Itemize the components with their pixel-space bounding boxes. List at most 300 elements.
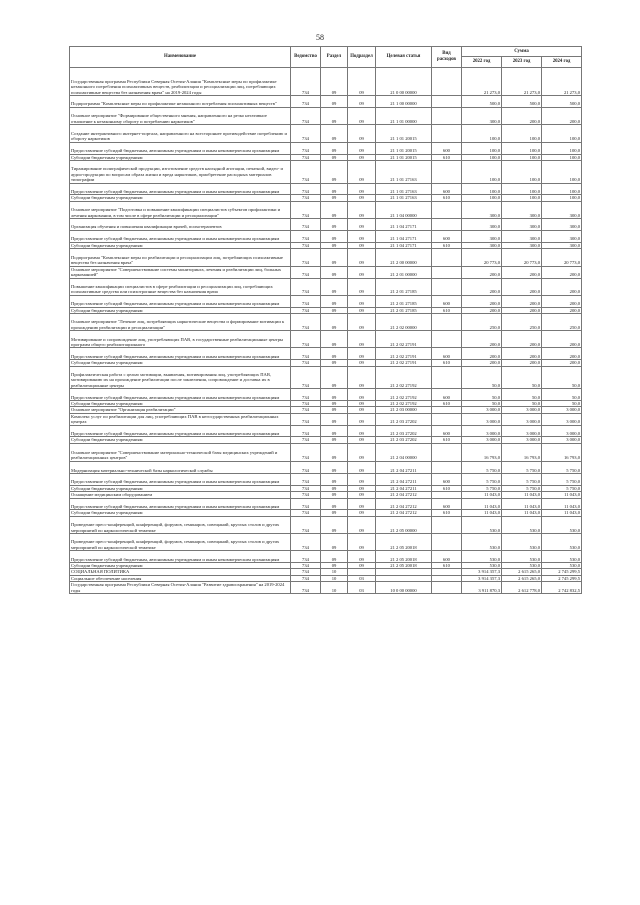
cell-y24: 530,0 — [542, 534, 582, 551]
cell-sec: 09 — [321, 498, 348, 510]
cell-kind: 600 — [432, 183, 462, 195]
cell-sec: 09 — [321, 161, 348, 184]
cell-sec: 09 — [321, 534, 348, 551]
cell-sec: 09 — [321, 360, 348, 366]
cell-y22: 21 273,0 — [462, 68, 502, 96]
cell-sub: 09 — [348, 413, 376, 425]
cell-y23: 200,0 — [502, 307, 542, 313]
cell-y24: 300,0 — [542, 242, 582, 248]
cell-y22: 20 773,0 — [462, 248, 502, 266]
table-row — [70, 266, 582, 278]
cell-target: 21 2 00 00000 — [376, 248, 432, 266]
cell-name: Предоставление субсидий бюджетным, автономным учреждениям и иным некоммерческим организациям — [70, 389, 291, 401]
table-row — [70, 124, 582, 142]
cell-target: 21 2 04 27211 — [376, 461, 432, 473]
cell-kind: 610 — [432, 195, 462, 201]
cell-name: Мотивирование и сопровождение лиц, употребляющих ПАВ, в государственные реабилитационные центры программ общего реабилитационного — [70, 331, 291, 348]
cell-name: Субсидии бюджетным учреждениям — [70, 400, 291, 406]
cell-y24: 530,0 — [542, 551, 582, 563]
cell-name: Подпрограмма "Комплексные меры по профилактике незаконного потребления психоактивных веществ" — [70, 96, 291, 108]
cell-kind: 600 — [432, 295, 462, 307]
cell-target: 21 2 02 27191 — [376, 360, 432, 366]
cell-y22: 100,0 — [462, 195, 502, 201]
cell-dept: 734 — [291, 485, 321, 491]
cell-dept: 734 — [291, 474, 321, 486]
cell-sec: 09 — [321, 425, 348, 437]
cell-y23: 100,0 — [502, 154, 542, 160]
cell-y22: 500,0 — [462, 96, 502, 108]
cell-dept: 734 — [291, 107, 321, 124]
cell-dept: 734 — [291, 413, 321, 425]
cell-sub: 09 — [348, 534, 376, 551]
cell-y23: 300,0 — [502, 218, 542, 230]
cell-target: 21 1 01 20015 — [376, 154, 432, 160]
cell-y22: 11 043,0 — [462, 510, 502, 516]
cell-kind: 600 — [432, 425, 462, 437]
cell-dept: 734 — [291, 242, 321, 248]
table-row — [70, 389, 582, 401]
cell-name: Субсидии бюджетным учреждениям — [70, 563, 291, 569]
cell-sec: 09 — [321, 348, 348, 360]
cell-dept: 734 — [291, 407, 321, 413]
cell-y22: 530,0 — [462, 563, 502, 569]
cell-sec: 09 — [321, 266, 348, 278]
table-row — [70, 183, 582, 195]
cell-sec: 09 — [321, 461, 348, 473]
cell-y23: 16 793,0 — [502, 443, 542, 461]
table-row — [70, 314, 582, 331]
cell-name: Предоставление субсидий бюджетным, автономным учреждениям и иным некоммерческим организациям — [70, 348, 291, 360]
table-row — [70, 474, 582, 486]
cell-y24: 200,0 — [542, 348, 582, 360]
cell-sub: 09 — [348, 248, 376, 266]
table-row — [70, 230, 582, 242]
cell-sec: 09 — [321, 331, 348, 348]
cell-name: Комплекс услуг по реабилитации для лиц, употребляющих ПАВ в негосударственных реабилитационных центрах — [70, 413, 291, 425]
cell-sub: 09 — [348, 492, 376, 498]
cell-target: 21 2 05 20018 — [376, 563, 432, 569]
cell-sub: 09 — [348, 474, 376, 486]
cell-y22: 200,0 — [462, 295, 502, 307]
cell-y22: 11 043,0 — [462, 498, 502, 510]
cell-dept: 734 — [291, 96, 321, 108]
table-row — [70, 348, 582, 360]
cell-sec: 09 — [321, 142, 348, 154]
cell-target: 21 2 05 20018 — [376, 551, 432, 563]
cell-target: 21 2 03 27202 — [376, 437, 432, 443]
cell-target: 21 2 01 00000 — [376, 266, 432, 278]
cell-name: Проведение пресс-конференций, конференций, форумов, семинаров, совещаний, круглых столов и других мероприятий по наркологической тематике — [70, 516, 291, 533]
cell-y22: 300,0 — [462, 242, 502, 248]
cell-dept: 734 — [291, 437, 321, 443]
cell-y24: 100,0 — [542, 154, 582, 160]
cell-name: Предоставление субсидий бюджетным, автономным учреждениям и иным некоммерческим организациям — [70, 425, 291, 437]
cell-sub: 09 — [348, 314, 376, 331]
cell-name: Подпрограмма "Комплексные меры по реабилитации и ресоциализации лиц, потребляющих психоактивные вещества без назначения врача" — [70, 248, 291, 266]
table-row — [70, 201, 582, 218]
cell-y24: 100,0 — [542, 195, 582, 201]
cell-name: Модернизация материально-технической базы наркологической службы — [70, 461, 291, 473]
cell-kind — [432, 68, 462, 96]
cell-y23: 2 615 265,0 — [502, 569, 542, 575]
cell-sub: 09 — [348, 142, 376, 154]
cell-y23: 50,0 — [502, 400, 542, 406]
col-2022-header: 2022 год — [462, 57, 502, 68]
cell-y23: 500,0 — [502, 96, 542, 108]
cell-sub: 09 — [348, 201, 376, 218]
cell-target: 21 2 05 20018 — [376, 534, 432, 551]
page-number: 58 — [316, 33, 324, 42]
cell-y22: 200,0 — [462, 266, 502, 278]
cell-kind: 610 — [432, 154, 462, 160]
cell-sub: 09 — [348, 510, 376, 516]
cell-y23: 200,0 — [502, 107, 542, 124]
cell-dept: 734 — [291, 230, 321, 242]
cell-sub: 09 — [348, 242, 376, 248]
cell-sec: 09 — [321, 201, 348, 218]
cell-name: Предоставление субсидий бюджетным, автономным учреждениям и иным некоммерческим организациям — [70, 142, 291, 154]
cell-kind — [432, 218, 462, 230]
cell-kind — [432, 96, 462, 108]
cell-kind: 610 — [432, 400, 462, 406]
cell-y22: 200,0 — [462, 278, 502, 295]
table-row — [70, 278, 582, 295]
cell-y24: 200,0 — [542, 107, 582, 124]
cell-y24: 200,0 — [542, 278, 582, 295]
cell-dept: 734 — [291, 218, 321, 230]
cell-sub: 03 — [348, 582, 376, 594]
table-row — [70, 413, 582, 425]
table-row — [70, 142, 582, 154]
cell-y23: 20 773,0 — [502, 248, 542, 266]
cell-sub: 09 — [348, 68, 376, 96]
cell-y23: 11 043,0 — [502, 492, 542, 498]
cell-dept: 734 — [291, 389, 321, 401]
cell-y24: 100,0 — [542, 124, 582, 142]
cell-y23: 200,0 — [502, 348, 542, 360]
cell-dept: 734 — [291, 575, 321, 581]
cell-dept: 734 — [291, 360, 321, 366]
cell-target: 21 0 00 00000 — [376, 68, 432, 96]
cell-dept: 734 — [291, 124, 321, 142]
cell-y22: 100,0 — [462, 142, 502, 154]
cell-dept: 734 — [291, 266, 321, 278]
cell-y24: 11 043,0 — [542, 492, 582, 498]
cell-dept: 734 — [291, 68, 321, 96]
table-row — [70, 425, 582, 437]
cell-y24: 250,0 — [542, 314, 582, 331]
cell-dept: 734 — [291, 569, 321, 575]
cell-sec: 09 — [321, 195, 348, 201]
cell-sec: 09 — [321, 314, 348, 331]
cell-y22: 300,0 — [462, 201, 502, 218]
cell-name: Государственная программа Республики Северная Осетия-Алания "Комплексные меры по профилактике незаконного потребления психоактивных веществ, реабилитации и ресоциализации лиц, потребляющих психоактивные вещества без назначения врача" на 2019-2024 годы — [70, 68, 291, 96]
cell-target: 21 2 02 27192 — [376, 366, 432, 389]
cell-sec: 09 — [321, 124, 348, 142]
cell-sub: 09 — [348, 389, 376, 401]
cell-dept: 734 — [291, 314, 321, 331]
cell-y24: 50,0 — [542, 389, 582, 401]
cell-y22: 200,0 — [462, 360, 502, 366]
cell-y23: 50,0 — [502, 389, 542, 401]
cell-y24: 200,0 — [542, 266, 582, 278]
cell-sub: 09 — [348, 107, 376, 124]
table-row — [70, 534, 582, 551]
cell-y23: 21 273,0 — [502, 68, 542, 96]
cell-sec: 09 — [321, 407, 348, 413]
col-target-header: Целевая статья — [376, 47, 432, 68]
cell-y22: 300,0 — [462, 107, 502, 124]
cell-y24: 21 273,0 — [542, 68, 582, 96]
cell-name: Социальное обеспечение населения — [70, 575, 291, 581]
cell-dept: 734 — [291, 510, 321, 516]
cell-kind: 600 — [432, 498, 462, 510]
cell-target: 21 2 03 27202 — [376, 425, 432, 437]
cell-sub: 03 — [348, 575, 376, 581]
cell-sec: 09 — [321, 242, 348, 248]
cell-dept: 734 — [291, 425, 321, 437]
cell-name: СОЦИАЛЬНАЯ ПОЛИТИКА — [70, 569, 291, 575]
cell-kind: 610 — [432, 437, 462, 443]
cell-y22: 100,0 — [462, 161, 502, 184]
cell-sec: 09 — [321, 510, 348, 516]
cell-target: 21 2 03 27202 — [376, 413, 432, 425]
cell-y23: 3 000,0 — [502, 437, 542, 443]
cell-dept: 734 — [291, 201, 321, 218]
cell-y24: 3 000,0 — [542, 413, 582, 425]
cell-kind: 600 — [432, 389, 462, 401]
cell-target: 21 1 04 00000 — [376, 201, 432, 218]
cell-y22: 100,0 — [462, 154, 502, 160]
table-row — [70, 161, 582, 184]
cell-target: 21 2 04 27211 — [376, 474, 432, 486]
cell-y23: 5 750,0 — [502, 474, 542, 486]
cell-name: Субсидии бюджетным учреждениям — [70, 154, 291, 160]
cell-sec: 09 — [321, 563, 348, 569]
cell-kind — [432, 413, 462, 425]
cell-name: Предоставление субсидий бюджетным, автономным учреждениям и иным некоммерческим организациям — [70, 183, 291, 195]
cell-dept: 734 — [291, 307, 321, 313]
cell-y24: 530,0 — [542, 563, 582, 569]
cell-sub: 09 — [348, 295, 376, 307]
cell-target: 21 2 04 27212 — [376, 510, 432, 516]
cell-dept: 734 — [291, 161, 321, 184]
col-dept-header: Ведомство — [291, 47, 321, 68]
cell-name: Создание интерактивного интернет-портала, направленного на всестороннее противодействие потреблению и обороту наркотиков — [70, 124, 291, 142]
cell-y22: 100,0 — [462, 124, 502, 142]
cell-sub: 09 — [348, 348, 376, 360]
cell-kind — [432, 161, 462, 184]
cell-sec: 09 — [321, 443, 348, 461]
cell-kind — [432, 248, 462, 266]
cell-y24: 50,0 — [542, 366, 582, 389]
table-row — [70, 248, 582, 266]
cell-y22: 300,0 — [462, 218, 502, 230]
cell-y23: 100,0 — [502, 195, 542, 201]
col-name-header: Наименование — [70, 47, 291, 68]
cell-y23: 50,0 — [502, 366, 542, 389]
cell-name: Организация обучения и повышения квалификации врачей, психотерапевтов — [70, 218, 291, 230]
cell-y23: 100,0 — [502, 124, 542, 142]
cell-y23: 300,0 — [502, 201, 542, 218]
table-row — [70, 498, 582, 510]
cell-name: Проведение пресс-конференций, конференций, форумов, семинаров, совещаний, круглых столов и других мероприятий по наркологической тематике — [70, 534, 291, 551]
cell-y24: 11 043,0 — [542, 498, 582, 510]
cell-y24: 300,0 — [542, 218, 582, 230]
cell-y24: 5 750,0 — [542, 474, 582, 486]
cell-y24: 530,0 — [542, 516, 582, 533]
cell-dept: 734 — [291, 563, 321, 569]
cell-y24: 20 773,0 — [542, 248, 582, 266]
cell-name: Предоставление субсидий бюджетным, автономным учреждениям и иным некоммерческим организациям — [70, 498, 291, 510]
cell-y24: 2 742 832,5 — [542, 582, 582, 594]
cell-y24: 11 043,0 — [542, 510, 582, 516]
cell-y22: 50,0 — [462, 389, 502, 401]
cell-name: Тиражирование полиграфической продукции, изготовление средств наглядной агитации, печатной, видео- и аудио-продукции по вопросам образа жизни и вреда наркотиков, приобретение расходных материалов типографии — [70, 161, 291, 184]
cell-sub: 09 — [348, 425, 376, 437]
cell-y22: 530,0 — [462, 534, 502, 551]
cell-kind — [432, 331, 462, 348]
cell-y22: 3 000,0 — [462, 437, 502, 443]
cell-y22: 50,0 — [462, 400, 502, 406]
cell-y22: 5 750,0 — [462, 474, 502, 486]
cell-sec: 09 — [321, 107, 348, 124]
cell-sec: 09 — [321, 68, 348, 96]
table-row — [70, 218, 582, 230]
cell-target: 21 1 01 20015 — [376, 142, 432, 154]
cell-y22: 3 911 870,3 — [462, 582, 502, 594]
cell-dept: 734 — [291, 154, 321, 160]
cell-y24: 100,0 — [542, 183, 582, 195]
cell-target: 21 1 04 27171 — [376, 242, 432, 248]
cell-name: Государственная программа Республики Северная Осетия-Алания "Развитие здравоохранения" на 2019-2024 годы — [70, 582, 291, 594]
cell-sec: 09 — [321, 437, 348, 443]
cell-y23: 3 000,0 — [502, 407, 542, 413]
cell-kind: 600 — [432, 551, 462, 563]
cell-y22: 100,0 — [462, 183, 502, 195]
cell-y22: 16 793,0 — [462, 443, 502, 461]
cell-name: Основное мероприятие "Организация реабилитации" — [70, 407, 291, 413]
cell-sec: 09 — [321, 154, 348, 160]
cell-dept: 734 — [291, 461, 321, 473]
cell-target: 21 2 04 27211 — [376, 485, 432, 491]
cell-name: Основное мероприятие "Формирование общественного мнения, направленного на резко негативное отношение к незаконному обороту и потреблению наркотиков" — [70, 107, 291, 124]
cell-sub: 09 — [348, 485, 376, 491]
cell-y22: 200,0 — [462, 331, 502, 348]
cell-sec: 09 — [321, 96, 348, 108]
col-2024-header: 2024 год — [542, 57, 582, 68]
cell-kind — [432, 278, 462, 295]
cell-sec: 09 — [321, 485, 348, 491]
cell-kind — [432, 516, 462, 533]
cell-y24: 200,0 — [542, 295, 582, 307]
cell-y22: 300,0 — [462, 230, 502, 242]
cell-y23: 250,0 — [502, 314, 542, 331]
cell-y23: 3 000,0 — [502, 413, 542, 425]
cell-y22: 3 000,0 — [462, 407, 502, 413]
cell-y24: 300,0 — [542, 230, 582, 242]
cell-sub: 09 — [348, 183, 376, 195]
cell-sec: 09 — [321, 230, 348, 242]
cell-y22: 3 914 357,3 — [462, 569, 502, 575]
cell-dept: 734 — [291, 248, 321, 266]
cell-dept: 734 — [291, 278, 321, 295]
cell-kind: 610 — [432, 510, 462, 516]
cell-sub: 09 — [348, 154, 376, 160]
cell-sec: 09 — [321, 295, 348, 307]
cell-y24: 3 000,0 — [542, 407, 582, 413]
cell-sec: 09 — [321, 183, 348, 195]
cell-kind: 610 — [432, 360, 462, 366]
cell-kind — [432, 314, 462, 331]
cell-name: Субсидии бюджетным учреждениям — [70, 307, 291, 313]
cell-y24: 50,0 — [542, 400, 582, 406]
cell-y24: 2 745 299,5 — [542, 569, 582, 575]
cell-dept: 734 — [291, 183, 321, 195]
cell-name: Основное мероприятие "Совершенствование материально-технической базы медицинских учреждений и реабилитационных центров" — [70, 443, 291, 461]
table-row — [70, 96, 582, 108]
cell-kind: 610 — [432, 563, 462, 569]
cell-y22: 5 750,0 — [462, 461, 502, 473]
cell-sub: 09 — [348, 266, 376, 278]
cell-y24: 2 745 299,5 — [542, 575, 582, 581]
cell-target: 21 1 04 27171 — [376, 218, 432, 230]
cell-y23: 530,0 — [502, 534, 542, 551]
cell-y22: 200,0 — [462, 348, 502, 360]
cell-dept: 734 — [291, 534, 321, 551]
table-row — [70, 68, 582, 96]
cell-sub: 09 — [348, 407, 376, 413]
cell-y23: 200,0 — [502, 360, 542, 366]
cell-y23: 11 043,0 — [502, 498, 542, 510]
col-sum-header: Сумма — [462, 47, 582, 57]
cell-dept: 734 — [291, 366, 321, 389]
cell-sub: 09 — [348, 461, 376, 473]
cell-kind — [432, 582, 462, 594]
cell-dept: 734 — [291, 295, 321, 307]
cell-y23: 200,0 — [502, 295, 542, 307]
cell-sec: 09 — [321, 492, 348, 498]
cell-dept: 734 — [291, 498, 321, 510]
cell-y24: 200,0 — [542, 360, 582, 366]
col-2023-header: 2023 год — [502, 57, 542, 68]
cell-sec: 09 — [321, 218, 348, 230]
cell-y23: 5 750,0 — [502, 485, 542, 491]
cell-target: 21 2 02 27191 — [376, 331, 432, 348]
cell-sec: 09 — [321, 400, 348, 406]
cell-sec: 09 — [321, 366, 348, 389]
cell-name: Основное мероприятие "Совершенствование системы мониторинга, лечения и реабилитации лиц, больных наркоманией" — [70, 266, 291, 278]
cell-name: Субсидии бюджетным учреждениям — [70, 242, 291, 248]
cell-sec: 10 — [321, 582, 348, 594]
cell-sub: 09 — [348, 400, 376, 406]
cell-dept: 734 — [291, 195, 321, 201]
cell-dept: 734 — [291, 492, 321, 498]
cell-sub: 09 — [348, 96, 376, 108]
cell-target: 21 2 03 00000 — [376, 407, 432, 413]
cell-target: 21 1 04 27171 — [376, 230, 432, 242]
cell-target: 21 2 02 27191 — [376, 348, 432, 360]
cell-kind: 610 — [432, 242, 462, 248]
table-row — [70, 331, 582, 348]
cell-kind: 610 — [432, 485, 462, 491]
cell-target: 21 1 01 20015 — [376, 124, 432, 142]
cell-dept: 734 — [291, 582, 321, 594]
cell-sub: 09 — [348, 563, 376, 569]
cell-y23: 2 612 778,0 — [502, 582, 542, 594]
cell-sec: 09 — [321, 389, 348, 401]
cell-name: Субсидии бюджетным учреждениям — [70, 195, 291, 201]
